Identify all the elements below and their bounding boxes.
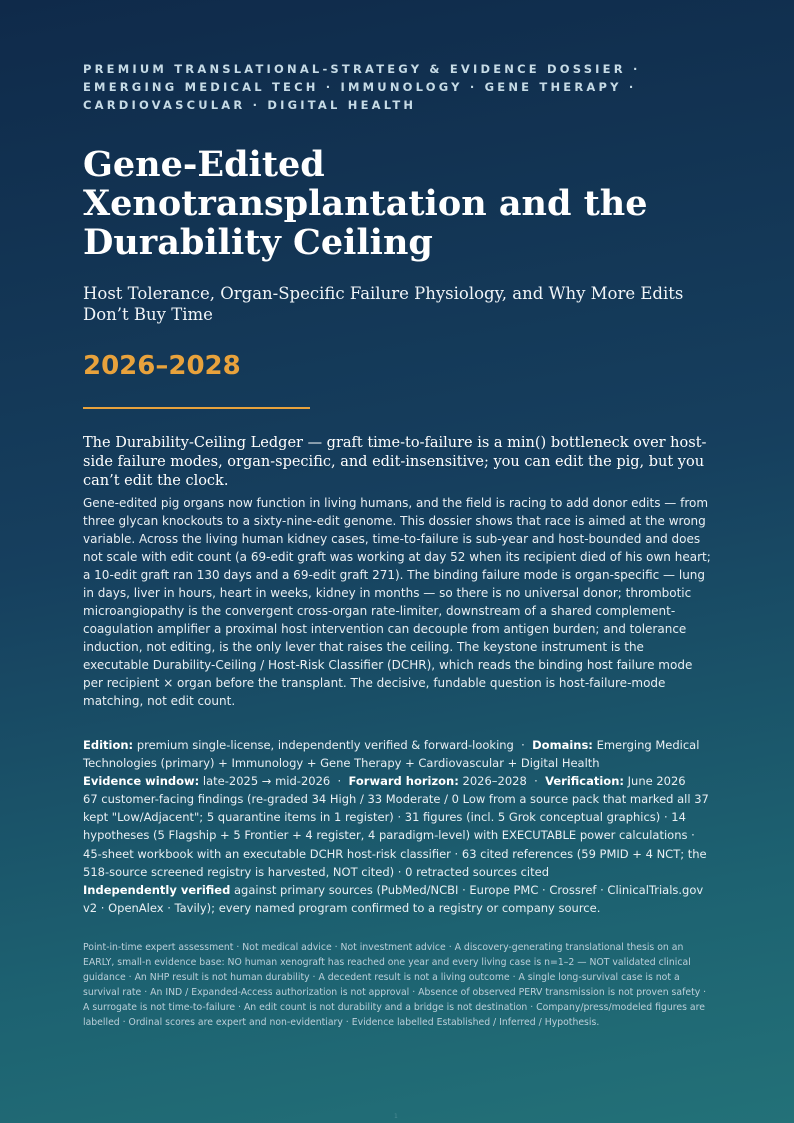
meta-line-verified xyxy=(83,881,713,917)
accent-divider xyxy=(83,407,310,409)
page-number: 1 xyxy=(394,1113,398,1120)
verified-value: against primary sources (PubMed/NCBI · Europe PMC · Crossref · ClinicalTrials.gov v2 · OpenAlex · Tavily); every named program confirmed to a registry or company source. xyxy=(83,882,704,915)
forward-horizon-value: 2026–2028 xyxy=(462,774,527,789)
meta-line-counts: 67 customer-facing findings (re-graded 34 High / 33 Moderate / 0 Low from a source pack that marked all 37 kept "Low/Adjacent"; 5 quarantine items in 1 register) · 31 figures (incl. 5 Grok conceptual graphics) · 14 hypotheses (5 Flagship + 5 Frontier + 4 register, 4 paradigm-level) with EXECUTABLE power calculations · 45-sheet workbook with an executable DCHR host-risk classifier · 63 cited references (59 PMID + 4 NCT; the 518-source screened registry is harvested, NOT cited) · 0 retracted sources cited xyxy=(83,792,709,879)
year-range: 2026–2028 xyxy=(83,351,241,381)
meta-line-windows: Evidence window: late-2025 → mid-2026 · Forward horizon: 2026–2028 · Verification: June 2026 xyxy=(83,774,686,789)
meta-line-edition: Edition: premium single-license, independently verified & forward-looking · Domains: Emerging Medical Technologies (primary) + Immunology + Gene Therapy + Cardiovascular + Digital Health xyxy=(83,738,700,771)
edition-value: premium single-license, independently verified & forward-looking xyxy=(136,738,514,752)
cover-page xyxy=(83,60,713,1030)
edition-metadata xyxy=(83,736,713,917)
domains-value: Emerging Medical Technologies (primary) + Immunology + Gene Therapy + Cardiovascular + Digital Health xyxy=(83,738,700,771)
verified-label: Independently verified xyxy=(83,882,231,897)
verification-label: Verification: xyxy=(545,774,624,789)
page-title: Gene-Edited Xenotransplantation and the Durability Ceiling xyxy=(83,144,648,263)
domains-label: Domains: xyxy=(532,738,593,752)
abstract-paragraph: Gene-edited pig organs now function in living humans, and the field is racing to add donor edits — from three glycan knockouts to a sixty-nine-edit genome. This dossier shows that race is aimed at the wrong variable. Across the living human kidney cases, time-to-failure is sub-year and host-bounded and does not scale with edit count (a 69-edit graft was working at day 52 when its recipient died of his own heart; a 10-edit graft ran 130 days and a 69-edit graft 271). The binding failure mode is organ-specific — lung in days, liver in hours, heart in weeks, kidney in months — so there is no universal donor; thrombotic microangiopathy is the convergent cross-organ rate-limiter, downstream of a shared complement-coagulation amplifier a proximal host intervention can decouple from antigen burden; and tolerance induction, not editing, is the only lever that raises the ceiling. The keystone instrument is the executable Durability-Ceiling / Host-Risk Classifier (DCHR), which reads the binding host failure mode per recipient × organ before the transplant. The decisive, fundable question is host-failure-mode matching, not edit count. xyxy=(83,496,711,708)
disclaimer-text: Point-in-time expert assessment · Not medical advice · Not investment advice · A discovery-generating translational thesis on an EARLY, small-n evidence base: NO human xenograft has reached one year and every living case is n=1–2 — NOT validated clinical guidance · An NHP result is not human durability · A decedent result is not a living outcome · A single long-survival case is not a survival rate · An IND / Expanded-Access authorization is not approval · Absence of observed PERV transmission is not proven safety · A surrogate is not time-to-failure · An edit count is not durability and a bridge is not destination · Company/press/modeled figures are labelled · Ordinal scores are expert and non-evidentiary · Evidence labelled Established / Inferred / Hypothesis. xyxy=(83,941,707,1028)
evidence-window-value: late-2025 → mid-2026 xyxy=(202,774,331,789)
lede-statement: The Durability-Ceiling Ledger — graft time-to-failure is a min() bottleneck over host-side failure modes, organ-specific, and edit-insensitive; you can edit the pig, but you can’t edit the clock. xyxy=(83,435,707,489)
evidence-window-label: Evidence window: xyxy=(83,774,200,789)
dossier-kicker: PREMIUM TRANSLATIONAL-STRATEGY & EVIDENCE DOSSIER · EMERGING MEDICAL TECH · IMMUNOLOGY · GENE THERAPY · CARDIOVASCULAR · DIGITAL HEALTH xyxy=(83,62,641,112)
forward-horizon-label: Forward horizon: xyxy=(348,774,459,789)
verification-value: June 2026 xyxy=(627,774,686,789)
page-subtitle: Host Tolerance, Organ-Specific Failure Physiology, and Why More Edits Don’t Buy Time xyxy=(83,284,684,324)
edition-label: Edition: xyxy=(83,738,134,752)
